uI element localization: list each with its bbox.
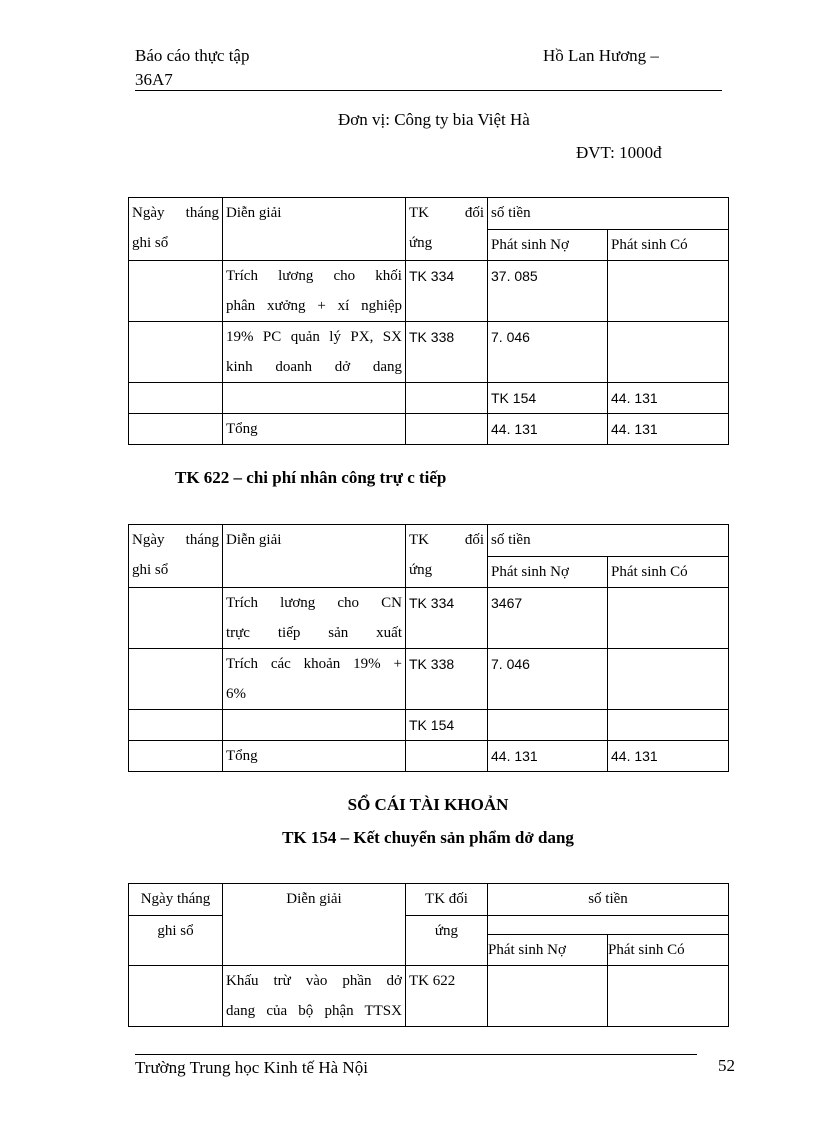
row-debit: 37. 085 xyxy=(488,261,608,322)
col-desc-header: Diễn giải xyxy=(223,884,406,966)
row-debit xyxy=(488,966,608,1027)
row-desc: Tổng xyxy=(223,414,406,445)
table-row xyxy=(129,261,729,322)
row-credit xyxy=(608,966,729,1027)
row-acct: TK 334 xyxy=(406,588,488,649)
table-1 xyxy=(128,197,729,445)
page-number: 52 xyxy=(718,1056,735,1075)
row-acct xyxy=(406,383,488,414)
col-date-header: Ngày tháng ghi sổ xyxy=(129,525,223,588)
row-debit: 44. 131 xyxy=(488,414,608,445)
header-report-title: Báo cáo thực tập xyxy=(135,46,250,65)
col-acct-header-2: ứng xyxy=(406,916,488,966)
table-row-total xyxy=(129,741,729,772)
row-credit xyxy=(608,588,729,649)
row-debit xyxy=(488,710,608,741)
row-credit xyxy=(608,710,729,741)
row-acct xyxy=(406,741,488,772)
row-debit: 3467 xyxy=(488,588,608,649)
row-desc: Trích lương cho CN trực tiếp sản xuất xyxy=(223,588,406,649)
row-acct: TK 154 xyxy=(406,710,488,741)
header-author: Hồ Lan Hương – xyxy=(543,46,659,65)
row-desc: Tổng xyxy=(223,741,406,772)
table-row xyxy=(129,966,729,1027)
ledger-subtitle: TK 154 – Kết chuyển sản phẩm dở dang xyxy=(282,828,574,847)
row-credit xyxy=(608,322,729,383)
table-2 xyxy=(128,524,729,772)
row-acct: TK 338 xyxy=(406,322,488,383)
table-row xyxy=(129,322,729,383)
row-debit: 7. 046 xyxy=(488,649,608,710)
row-desc: Khấu trừ vào phần dở dang của bộ phận TTSX xyxy=(223,966,406,1027)
footer-rule xyxy=(135,1054,697,1055)
row-debit: 7. 046 xyxy=(488,322,608,383)
col-date-header: Ngày tháng xyxy=(129,884,223,916)
table-row-total xyxy=(129,414,729,445)
header-rule xyxy=(135,90,722,91)
row-desc: 19% PC quản lý PX, SX kinh doanh dở dang xyxy=(223,322,406,383)
currency-line: ĐVT: 1000đ xyxy=(576,143,662,162)
row-credit: 44. 131 xyxy=(608,383,729,414)
row-desc: Trích các khoản 19% + 6% xyxy=(223,649,406,710)
row-acct: TK 622 xyxy=(406,966,488,1027)
footer-school: Trường Trung học Kinh tế Hà Nội xyxy=(135,1058,368,1077)
col-amount-subheader xyxy=(488,916,729,966)
row-credit xyxy=(608,649,729,710)
header-class-code: 36A7 xyxy=(135,70,173,89)
row-debit: TK 154 xyxy=(488,383,608,414)
table-row xyxy=(129,588,729,649)
table-3 xyxy=(128,883,729,1027)
col-amount-header: số tiền xyxy=(488,525,729,557)
table-row xyxy=(129,649,729,710)
row-credit: 44. 131 xyxy=(608,414,729,445)
col-date-header: Ngày tháng ghi sổ xyxy=(129,198,223,261)
table-row xyxy=(129,710,729,741)
row-credit xyxy=(608,261,729,322)
col-credit-header: Phát sinh Có xyxy=(608,942,685,958)
ledger-title: SỔ CÁI TÀI KHOẢN xyxy=(347,795,509,814)
col-date-header-2: ghi sổ xyxy=(129,916,223,966)
table-row xyxy=(129,383,729,414)
col-acct-header: TK đối ứng xyxy=(406,525,488,588)
col-acct-header: TK đối ứng xyxy=(406,198,488,261)
col-credit-header: Phát sinh Có xyxy=(608,557,729,588)
col-debit-header: Phát sinh Nợ xyxy=(488,557,608,588)
row-acct: TK 338 xyxy=(406,649,488,710)
row-debit: 44. 131 xyxy=(488,741,608,772)
row-desc xyxy=(223,383,406,414)
row-acct: TK 334 xyxy=(406,261,488,322)
col-amount-header: số tiền xyxy=(488,198,729,230)
row-acct xyxy=(406,414,488,445)
col-acct-header: TK đối xyxy=(406,884,488,916)
col-desc-header: Diễn giải xyxy=(223,525,406,588)
col-debit-header: Phát sinh Nợ xyxy=(488,230,608,261)
col-desc-header: Diễn giải xyxy=(223,198,406,261)
col-credit-header: Phát sinh Có xyxy=(608,230,729,261)
row-desc xyxy=(223,710,406,741)
section-2-title: TK 622 – chi phí nhân công trự c tiếp xyxy=(175,468,447,487)
row-desc: Trích lương cho khối phân xưởng + xí nghiệp xyxy=(223,261,406,322)
col-debit-header: Phát sinh Nợ xyxy=(488,935,608,965)
col-amount-header: số tiền xyxy=(488,884,729,916)
unit-line: Đơn vị: Công ty bia Việt Hà xyxy=(338,110,530,129)
row-credit: 44. 131 xyxy=(608,741,729,772)
